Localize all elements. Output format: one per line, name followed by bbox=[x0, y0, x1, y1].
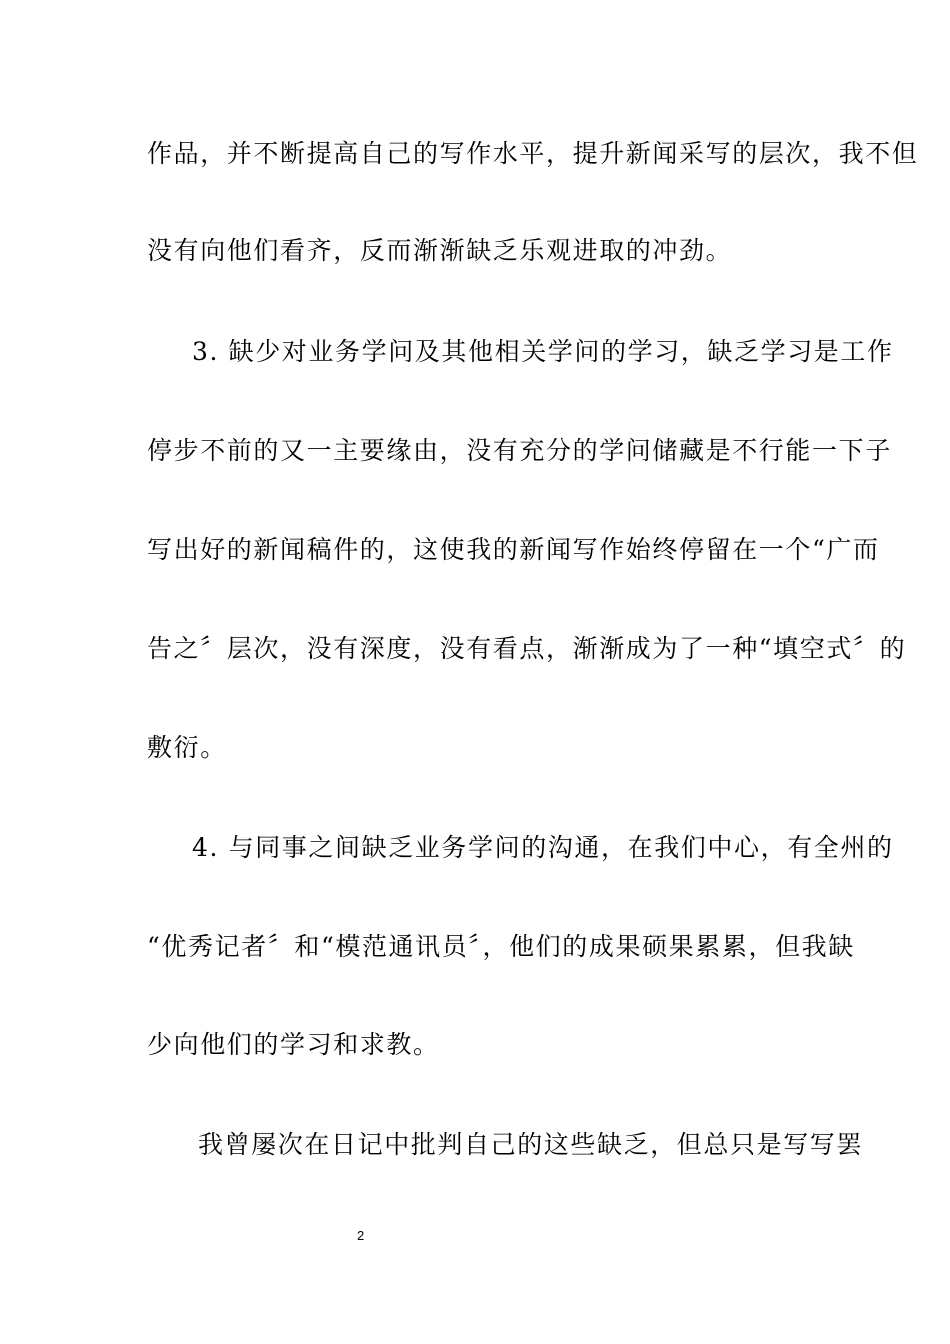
paragraph-line: 敷衍。 bbox=[147, 733, 227, 762]
page-number: 2 bbox=[357, 1228, 365, 1243]
paragraph-line: 作品，并不断提高自己的写作水平，提升新闻采写的层次，我不但 bbox=[147, 139, 919, 168]
paragraph-line: 写出好的新闻稿件的，这使我的新闻写作始终停留在一个“广而 bbox=[147, 535, 880, 564]
paragraph-line: 没有向他们看齐，反而渐渐缺乏乐观进取的冲劲。 bbox=[147, 236, 733, 265]
paragraph-line: 我曾屡次在日记中批判自己的这些缺乏，但总只是写写罢 bbox=[198, 1130, 864, 1159]
paragraph-line: 4. 与同事之间缺乏业务学问的沟通，在我们中心，有全州的 bbox=[192, 833, 894, 862]
paragraph-line: 停步不前的又一主要缘由，没有充分的学问储藏是不行能一下子 bbox=[147, 436, 892, 465]
paragraph-line: “优秀记者〞和“模范通讯员〞，他们的成果硕果累累，但我缺 bbox=[147, 932, 855, 961]
paragraph-line: 少向他们的学习和求教。 bbox=[147, 1030, 440, 1059]
paragraph-line: 3. 缺少对业务学问及其他相关学问的学习，缺乏学习是工作 bbox=[192, 337, 894, 366]
paragraph-line: 告之〞层次，没有深度，没有看点，渐渐成为了一种“填空式〞的 bbox=[147, 634, 907, 663]
